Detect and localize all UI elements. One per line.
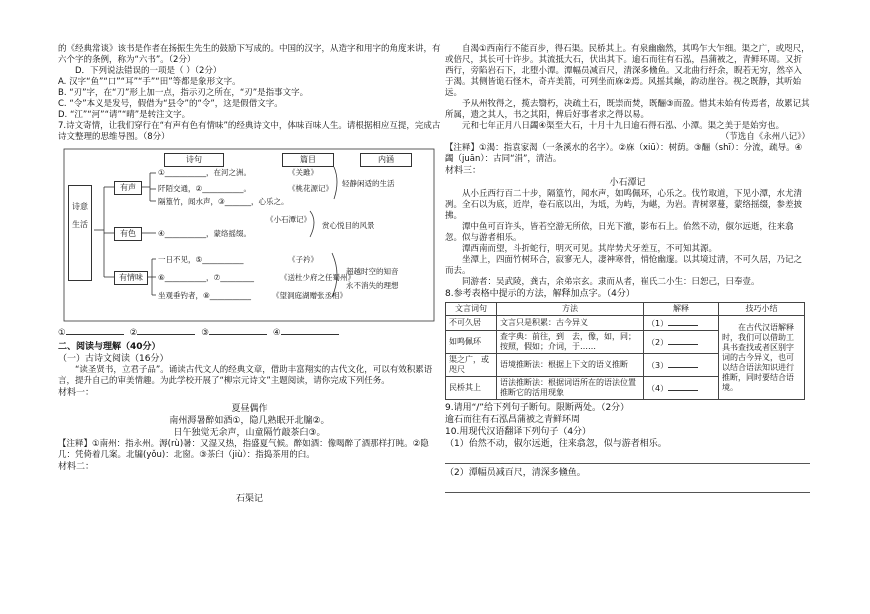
- title-dongting: 《望洞庭湖赠张丞相》: [272, 291, 347, 300]
- question-10-2: （2）潭幅员减百尺，清深多儵鱼。: [445, 468, 586, 478]
- subsection-1-heading: （一）古诗文阅读（16分）: [58, 354, 169, 364]
- question-10-1: （1）佁然不动，俶尔远逝，往来翕忽，似与游者相乐。: [445, 439, 667, 449]
- th-method: 方法: [497, 303, 644, 316]
- line-6: ⑥___________，⑦_________: [158, 273, 254, 282]
- xiaoshitan-para-2: 潭中鱼可百许头，皆若空游无所依，日光下澈，影布石上。佁然不动，俶尔远逝，往来翕忽。似与游者相乐。: [445, 222, 794, 243]
- title-zijin: 《子衿》: [288, 255, 318, 264]
- meaning-4: 永不消失的理想: [346, 281, 399, 290]
- cell-answer[interactable]: （2）: [644, 331, 719, 354]
- shiqu-source: （节选自《永州八记》）: [720, 132, 810, 142]
- header-title: 篇目: [282, 153, 334, 167]
- question-10: 10.用现代汉语翻译下列句子（4分）: [445, 427, 592, 437]
- cell-word: 如鸣佩环: [446, 331, 497, 354]
- cell-method: 语境推断法：根据上下文的语义推断: [497, 354, 644, 377]
- line-1: ①___________，在河之洲。: [158, 168, 251, 177]
- title-taohuayuan: 《桃花源记》: [288, 184, 333, 193]
- meaning-3: 超越时空的知音: [346, 267, 399, 276]
- section-2-heading: 二、阅读与理解（40分）: [58, 342, 161, 352]
- question-6: D．下列说法错误的一项是（ ）（2分）: [75, 66, 222, 76]
- title-songdu: 《送杜少府之任蜀州》: [280, 273, 355, 282]
- cell-word: 民桥其上: [446, 377, 497, 400]
- material-3-label: 材料三：: [445, 166, 482, 176]
- cell-word: 渠之广，或咫尺: [446, 354, 497, 377]
- cell-answer[interactable]: （1）: [644, 316, 719, 331]
- poem-line-1: 南州溽暑醉如酒①，隐几熟眠开北牖②。: [169, 416, 330, 426]
- branch-sound: 有声: [114, 181, 142, 195]
- material-2-label: 材料二：: [58, 462, 95, 472]
- line-2: 阡陌交通，②___________。: [158, 184, 251, 193]
- cell-word: 不可久居: [446, 316, 497, 331]
- question-7: 7.诗文寄情，让我们穿行在“有声有色有情味”的经典诗文中，体味百味人生。请根据相应互提，完成古诗文整理的思维导图。（8分）: [58, 121, 441, 142]
- poem-line-2: 日午独觉无余声，山童隔竹敲茶臼③。: [173, 428, 326, 438]
- root-box: 诗意生活: [68, 185, 92, 281]
- cell-method: 查字典：前往，到 去，像，如，同；按照，假如；介词，于……: [497, 331, 644, 354]
- mind-map-diagram: [60, 145, 441, 323]
- line-4: ④___________，蒙络摇缀。: [158, 229, 251, 238]
- shiqu-para-1: 自渴①西南行不能百步，得石渠。民桥其上。有泉幽幽然，其鸣乍大乍细。渠之广，或咫尺，或倍尺，其长可十许步。其流抵大石，伏出其下。逾石而往有石泓，昌蒲被之，青鲜环周。又折西行，旁陷岩石下，北堕小潭。潭幅员减百尺，清深多儵鱼。又北曲行纡余，睨若无穷，然卒入于渴。其侧皆诡石怪木，奇卉美箭，可列坐而庥②焉。风摇其巅，韵动崖谷。视之既静，其听始远。: [445, 44, 810, 98]
- paragraph-intro: 的《经典常谈》该书是作者在扬振生先生的鼓励下写成的。中国的汉字，从造字和用字的角度来讲，有六个字的条例，称为“六书”。（2分）: [58, 44, 441, 65]
- xiaoshitan-para-4: 坐潭上，四面竹树环合，寂寥无人，凄神寒骨，悄怆幽邃。以其境过清，不可久居，乃记之而去。: [445, 255, 803, 276]
- title-guanju: 《关雎》: [288, 168, 318, 177]
- answer-blanks: [58, 325, 441, 339]
- question-8: 8.参考表格中提示的方法，解释加点字。（4分）: [445, 289, 635, 299]
- line-7: 坐观垂钓者，⑧___________: [158, 291, 251, 300]
- answer-line-1[interactable]: [445, 453, 810, 464]
- header-meaning: 内涵: [360, 153, 412, 167]
- meaning-1: 轻静闲适的生活: [342, 179, 395, 188]
- question-9-sentence[interactable]: 逾石而往有石泓昌蒲被之青鲜环周: [445, 415, 581, 425]
- header-poem: 诗句: [164, 153, 224, 167]
- explanation-table: [445, 302, 805, 400]
- line-5: 一日不见，⑤___________: [158, 255, 244, 264]
- option-a: A. 汉字“鱼”“口”“耳”“手”“田”等都是象形文字。: [58, 77, 241, 87]
- cell-answer[interactable]: （4）: [644, 377, 719, 400]
- shiqu-para-2: 予从州牧得之，揽去翳朽，决疏土石，既崇而焚，既酾③而盈。惜其未始有传焉者，故累记其所属，遗之其人，书之其阳，俾后好事者求之得以易。: [445, 99, 810, 120]
- blank-1[interactable]: ①: [58, 325, 124, 339]
- right-column: [445, 44, 810, 496]
- option-c: C. “令”本义是发号，假借为“县令”的“令”，这是假借文字。: [58, 99, 283, 109]
- shiqu-note: 【注释】①渴：指袁家渴（一条溪水的名字）。②庥（xiū）：树荫。③酾（shī）：分流，疏导。④蠲（juān）：古同“涓”，清洁。: [445, 143, 803, 164]
- xiaoshitan-para-3: 潭西南而望，斗折蛇行，明灭可见。其岸势犬牙差互，不可知其源。: [462, 244, 718, 254]
- cell-answer[interactable]: （3）: [644, 354, 719, 377]
- xiaoshitan-para-1: 从小丘西行百二十步，隔篁竹，闻水声，如鸣佩环，心乐之。伐竹取道，下见小潭，水尤清冽。全石以为底，近岸，卷石底以出，为坻，为屿，为嵁，为岩。青树翠蔓，蒙络摇缀，参差披拂。: [445, 189, 803, 221]
- blank-4[interactable]: ④: [273, 325, 339, 339]
- th-word: 文言词句: [446, 303, 497, 316]
- title-xiaoshitan: 《小石潭记》: [266, 215, 311, 224]
- branch-feeling: 有情味: [114, 271, 148, 285]
- meaning-2: 赏心悦目的风景: [322, 221, 375, 230]
- blank-2[interactable]: ②: [130, 325, 196, 339]
- question-9: 9.请用“/”给下列句子断句。限断两处。（2分）: [445, 403, 630, 413]
- cell-method: 文言只是积累：古今异义: [497, 316, 644, 331]
- branch-color: 有色: [114, 227, 142, 241]
- answer-line-2[interactable]: [445, 482, 810, 493]
- xiaoshitan-para-5: 同游者：吴武陵，龚古，余弟宗玄。隶而从者，崔氏二小生：曰恕己，曰奉壹。: [462, 277, 760, 287]
- xiaoshitan-title: 小石潭记: [609, 178, 646, 188]
- option-b: B. “刃”字，在“刀”形上加一点，指示刃之所在，“刃”是指事文字。: [58, 88, 309, 98]
- blank-3[interactable]: ③: [201, 325, 267, 339]
- option-d: D. “江”“河”“请”“晴”是转注文字。: [58, 110, 191, 120]
- cell-summary: 在古代汉语解释时，我们可以借助工具书查找或者区别字词的古今异义，也可以结合语法知识进行推断，同时要结合语境。: [719, 316, 805, 400]
- th-answer: 解释: [644, 303, 719, 316]
- reading-intro: “读圣贤书，立君子品”。诵读古代文人的经典文章，借助丰富翔实的古代文化，可以有效积累语言，提升自己的审美情趣。为此学校开展了“柳宗元诗文”主题阅读，请你完成下列任务。: [58, 365, 433, 386]
- table-header-row: [446, 303, 805, 316]
- shiqu-para-3: 元和七年正月八日蠲④渠至大石，十月十九日逾石得石泓、小潭。渠之美于是始穷也。: [462, 121, 785, 131]
- shiqu-title: 石渠记: [235, 494, 263, 504]
- poem-note: 【注释】①南州：指永州。溽(rù)暑：又湿又热，指盛夏气候。醉如酒：像喝醉了酒那样打盹。②隐几：凭倚着几案。北牖(yǒu)：北窗。③茶臼（jiù）：指捣茶用的臼。: [58, 439, 429, 460]
- poem-title: 夏昼偶作: [231, 404, 268, 414]
- th-summary: 技巧小结: [719, 303, 805, 316]
- left-column: [58, 44, 441, 505]
- material-1-label: 材料一：: [58, 388, 95, 398]
- table-row: [446, 316, 805, 331]
- cell-method: 语法推断法：根据词语所在的语法位置推断它的活用现象: [497, 377, 644, 400]
- line-3: 隔篁竹，闻水声，③_______，心乐之。: [158, 197, 289, 206]
